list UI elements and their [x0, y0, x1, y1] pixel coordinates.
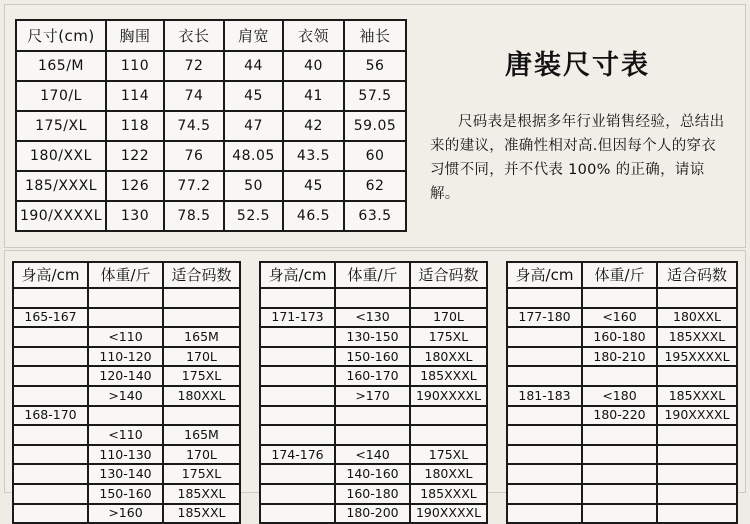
weight-table-row [260, 366, 487, 386]
weight-table-cell: 165M [163, 425, 240, 445]
weight-table-cell [507, 445, 582, 465]
weight-table-cell [507, 504, 582, 524]
size-table [15, 19, 407, 232]
size-table-cell: 45 [224, 81, 283, 111]
weight-table-cell [163, 406, 240, 426]
weight-table-cell [335, 425, 410, 445]
weight-table-cell [260, 288, 335, 308]
weight-table-cell: 180XXL [163, 386, 240, 406]
size-table-cell: 77.2 [164, 171, 224, 201]
size-table-cell: 76 [164, 141, 224, 171]
weight-table-cell [582, 464, 657, 484]
weight-table-cell [582, 425, 657, 445]
weight-table-cell: <130 [335, 308, 410, 328]
weight-table-row [507, 484, 737, 504]
size-table-cell: 74 [164, 81, 224, 111]
weight-table-row [13, 386, 240, 406]
weight-table-1 [12, 261, 241, 524]
size-table-cell: 78.5 [164, 201, 224, 231]
weight-table-row [13, 484, 240, 504]
weight-table-cell [582, 504, 657, 524]
weight-table-cell [260, 327, 335, 347]
weight-table-header: 体重/斤 [335, 262, 410, 288]
weight-table-cell: 110-120 [88, 347, 163, 367]
weight-table-cell [657, 366, 737, 386]
size-table-cell: 74.5 [164, 111, 224, 141]
weight-table-row [507, 327, 737, 347]
size-table-cell: 47 [224, 111, 283, 141]
weight-table-cell [88, 288, 163, 308]
weight-table-cell: 130-150 [335, 327, 410, 347]
weight-table-header: 体重/斤 [88, 262, 163, 288]
weight-table-cell: 180-220 [582, 406, 657, 426]
weight-table-cell [335, 288, 410, 308]
weight-table-row [507, 366, 737, 386]
weight-table-cell [507, 347, 582, 367]
size-table-cell: 165/M [16, 51, 106, 81]
size-table-cell: 72 [164, 51, 224, 81]
weight-table-cell [582, 288, 657, 308]
weight-table-cell [582, 366, 657, 386]
weight-table-cell [507, 288, 582, 308]
weight-table-row [260, 504, 487, 524]
weight-table-row [507, 347, 737, 367]
weight-table-cell: 180XXL [410, 464, 487, 484]
weight-table-cell [13, 425, 88, 445]
size-table-row [16, 51, 406, 81]
weight-table-cell: 174-176 [260, 445, 335, 465]
weight-table-cell: 190XXXXL [410, 386, 487, 406]
weight-table-cell: 160-170 [335, 366, 410, 386]
weight-table-cell [582, 484, 657, 504]
size-table-cell: 122 [106, 141, 164, 171]
size-table-cell: 56 [344, 51, 406, 81]
size-table-header: 胸围 [106, 20, 164, 51]
weight-table-cell [260, 484, 335, 504]
size-table-row [16, 81, 406, 111]
weight-table-cell [657, 484, 737, 504]
size-table-header: 衣长 [164, 20, 224, 51]
size-table-cell: 180/XXL [16, 141, 106, 171]
size-table-cell: 50 [224, 171, 283, 201]
weight-table-cell [13, 464, 88, 484]
weight-table-row [13, 288, 240, 308]
weight-table-cell: 165M [163, 327, 240, 347]
weight-table-row [13, 445, 240, 465]
weight-table-cell: 190XXXXL [657, 406, 737, 426]
weight-table-cell [410, 406, 487, 426]
weight-table-cell [507, 406, 582, 426]
weight-table-cell [13, 504, 88, 524]
weight-table-row [13, 504, 240, 524]
weight-table-header: 身高/cm [507, 262, 582, 288]
weight-table-cell: 170L [163, 347, 240, 367]
weight-table-cell: 180-200 [335, 504, 410, 524]
size-table-cell: 175/XL [16, 111, 106, 141]
weight-table-row [507, 464, 737, 484]
size-table-cell: 110 [106, 51, 164, 81]
weight-table-cell: 190XXXXL [410, 504, 487, 524]
weight-table-cell [260, 347, 335, 367]
weight-table-cell: <110 [88, 425, 163, 445]
weight-table-header: 身高/cm [13, 262, 88, 288]
weight-table-row [13, 347, 240, 367]
size-table-cell: 185/XXXL [16, 171, 106, 201]
weight-table-row [507, 445, 737, 465]
size-table-row [16, 171, 406, 201]
weight-table-cell: 180XXL [410, 347, 487, 367]
weight-table-cell: 171-173 [260, 308, 335, 328]
weight-table-cell: <140 [335, 445, 410, 465]
weight-table-cell: 130-140 [88, 464, 163, 484]
weight-table-cell: 150-160 [335, 347, 410, 367]
weight-table-header: 身高/cm [260, 262, 335, 288]
weight-table-row [507, 425, 737, 445]
weight-table-cell [507, 366, 582, 386]
weight-table-2 [259, 261, 488, 524]
weight-table-row [13, 327, 240, 347]
weight-table-cell [13, 327, 88, 347]
weight-table-cell [507, 327, 582, 347]
weight-table-cell [13, 386, 88, 406]
size-table-cell: 190/XXXXL [16, 201, 106, 231]
weight-table-row [260, 327, 487, 347]
weight-table-cell: >140 [88, 386, 163, 406]
weight-table-header: 体重/斤 [582, 262, 657, 288]
size-table-header: 尺寸(cm) [16, 20, 106, 51]
weight-table-row [507, 386, 737, 406]
size-table-cell: 126 [106, 171, 164, 201]
size-table-header: 肩宽 [224, 20, 283, 51]
size-table-row [16, 141, 406, 171]
size-table-cell: 63.5 [344, 201, 406, 231]
weight-table-row [260, 386, 487, 406]
weight-table-row [13, 308, 240, 328]
weight-table-header: 适合码数 [657, 262, 737, 288]
weight-table-cell [163, 308, 240, 328]
weight-table-cell: 168-170 [13, 406, 88, 426]
weight-table-cell: 175XL [163, 366, 240, 386]
weight-table-cell [163, 288, 240, 308]
weight-table-header: 适合码数 [410, 262, 487, 288]
page-title: 唐装尺寸表 [505, 50, 650, 81]
weight-table-cell [410, 425, 487, 445]
weight-table-cell [657, 288, 737, 308]
weight-table-cell [507, 464, 582, 484]
weight-table-cell: 185XXXL [410, 366, 487, 386]
weight-table-cell: 150-160 [88, 484, 163, 504]
weight-table-cell [410, 288, 487, 308]
weight-table-cell: <110 [88, 327, 163, 347]
weight-table-cell [582, 445, 657, 465]
weight-table-cell: 177-180 [507, 308, 582, 328]
weight-table-cell: 140-160 [335, 464, 410, 484]
weight-table-cell: 180-210 [582, 347, 657, 367]
weight-table-cell: 170L [163, 445, 240, 465]
size-table-cell: 62 [344, 171, 406, 201]
weight-table-row [260, 406, 487, 426]
weight-table-cell [657, 425, 737, 445]
size-table-header: 袖长 [344, 20, 406, 51]
weight-table-cell [260, 464, 335, 484]
weight-table-row [507, 504, 737, 524]
weight-table-cell: 110-130 [88, 445, 163, 465]
weight-table-cell: 185XXXL [657, 327, 737, 347]
weight-table-cell [13, 288, 88, 308]
weight-table-cell [88, 308, 163, 328]
weight-table-cell: 185XXXL [410, 484, 487, 504]
weight-table-3 [506, 261, 738, 524]
weight-table-cell [13, 347, 88, 367]
weight-table-cell [657, 464, 737, 484]
weight-table-row [260, 484, 487, 504]
size-table-cell: 46.5 [283, 201, 344, 231]
weight-table-cell: <160 [582, 308, 657, 328]
weight-table-cell: 165-167 [13, 308, 88, 328]
size-table-header: 衣领 [283, 20, 344, 51]
size-table-cell: 41 [283, 81, 344, 111]
weight-table-row [260, 464, 487, 484]
size-table-cell: 45 [283, 171, 344, 201]
weight-table-cell [507, 425, 582, 445]
weight-table-header: 适合码数 [163, 262, 240, 288]
size-table-cell: 40 [283, 51, 344, 81]
weight-table-row [507, 308, 737, 328]
size-description: 尺码表是根据多年行业销售经验，总结出来的建议，准确性相对高.但因每个人的穿衣习惯不同，并不代表 100% 的正确，请谅解。 [430, 114, 725, 202]
size-table-cell: 170/L [16, 81, 106, 111]
weight-table-row [13, 366, 240, 386]
size-table-row [16, 111, 406, 141]
weight-table-row [13, 425, 240, 445]
size-table-cell: 48.05 [224, 141, 283, 171]
weight-table-cell: <180 [582, 386, 657, 406]
size-table-cell: 44 [224, 51, 283, 81]
weight-table-cell: 120-140 [88, 366, 163, 386]
weight-table-cell [13, 366, 88, 386]
weight-table-row [507, 288, 737, 308]
weight-table-row [260, 445, 487, 465]
weight-table-cell: >160 [88, 504, 163, 524]
weight-table-cell [13, 484, 88, 504]
weight-table-row [507, 406, 737, 426]
weight-table-cell: 195XXXXL [657, 347, 737, 367]
weight-table-cell: 185XXL [163, 504, 240, 524]
size-table-row [16, 201, 406, 231]
size-table-cell: 114 [106, 81, 164, 111]
size-table-cell: 52.5 [224, 201, 283, 231]
weight-table-row [13, 464, 240, 484]
weight-table-row [260, 347, 487, 367]
weight-table-cell: 175XL [163, 464, 240, 484]
size-table-cell: 57.5 [344, 81, 406, 111]
weight-table-row [13, 406, 240, 426]
weight-table-cell: 181-183 [507, 386, 582, 406]
size-table-cell: 118 [106, 111, 164, 141]
size-table-cell: 60 [344, 141, 406, 171]
size-table-cell: 42 [283, 111, 344, 141]
weight-table-cell [335, 406, 410, 426]
weight-table-cell [260, 425, 335, 445]
weight-table-cell: 160-180 [335, 484, 410, 504]
weight-table-cell: 160-180 [582, 327, 657, 347]
size-table-cell: 130 [106, 201, 164, 231]
weight-table-cell: >170 [335, 386, 410, 406]
weight-table-cell [657, 445, 737, 465]
weight-table-cell [260, 504, 335, 524]
weight-table-cell [507, 484, 582, 504]
weight-table-cell: 175XL [410, 327, 487, 347]
weight-table-cell: 180XXL [657, 308, 737, 328]
weight-table-cell [260, 366, 335, 386]
size-table-cell: 59.05 [344, 111, 406, 141]
weight-table-cell: 175XL [410, 445, 487, 465]
weight-table-cell [260, 386, 335, 406]
weight-table-cell [13, 445, 88, 465]
weight-table-cell [260, 406, 335, 426]
weight-table-cell [657, 504, 737, 524]
weight-table-row [260, 425, 487, 445]
weight-table-cell: 185XXL [163, 484, 240, 504]
weight-table-cell [88, 406, 163, 426]
weight-table-row [260, 308, 487, 328]
weight-table-cell: 185XXXL [657, 386, 737, 406]
weight-table-row [260, 288, 487, 308]
weight-table-cell: 170L [410, 308, 487, 328]
size-table-cell: 43.5 [283, 141, 344, 171]
